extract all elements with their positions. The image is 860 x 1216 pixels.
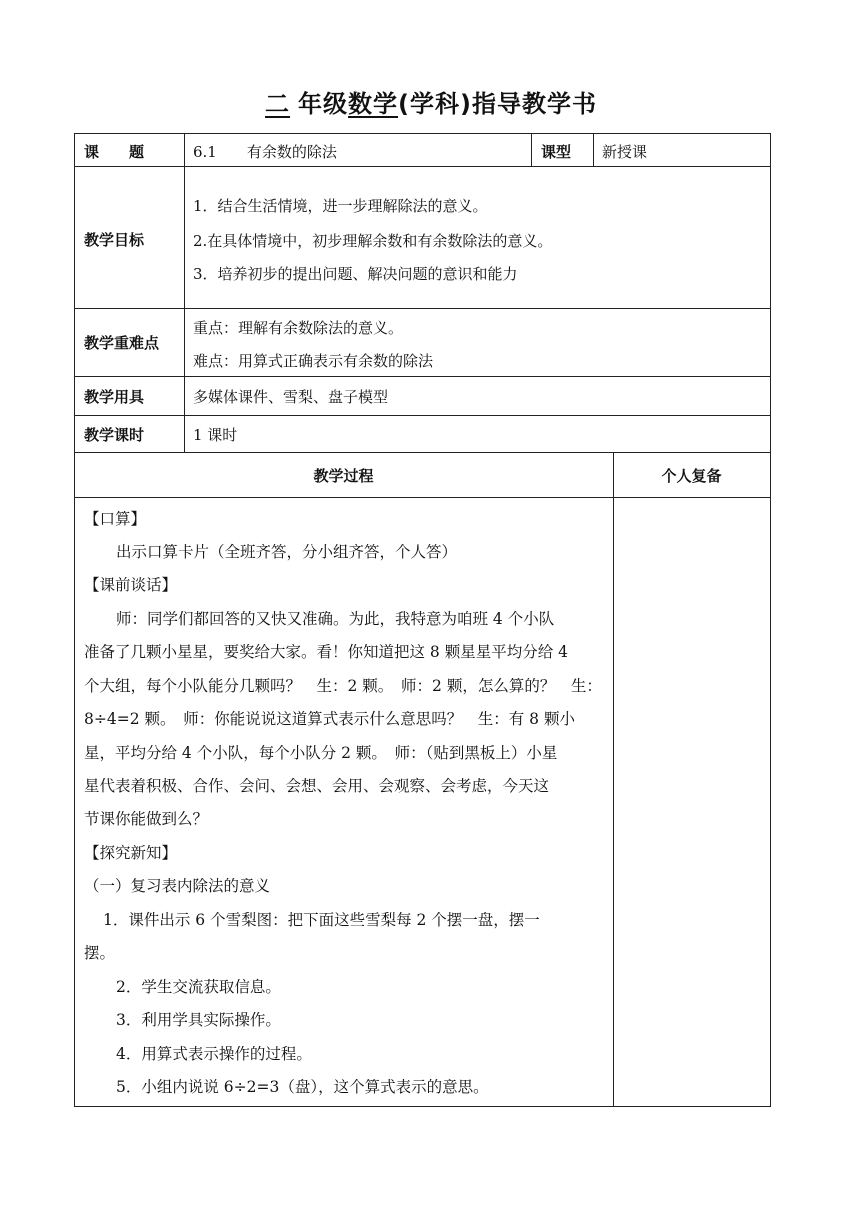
section-heading: 【课前谈话】 (84, 576, 178, 594)
table-col-divider (184, 133, 185, 453)
objective-item: 2.在具体情境中，初步理解余数和有余数除法的意义。 (193, 232, 553, 250)
document-title (0, 84, 860, 119)
grade-value: 二 (265, 90, 291, 118)
table-rule (74, 308, 771, 309)
table-col-divider (593, 133, 594, 167)
paragraph-line: 准备了几颗小星星，要奖给大家。看！你知道把这 8 颗星星平均分给 4 (84, 643, 569, 661)
objective-item: 1．结合生活情境，进一步理解除法的意义。 (193, 197, 488, 215)
paragraph-line: 出示口算卡片（全班齐答，分小组齐答，个人答） (116, 543, 458, 561)
table-border-top (74, 133, 771, 134)
topic-value: 6.1 有余数的除法 (193, 143, 337, 161)
paragraph-line: 摆。 (84, 944, 116, 962)
objectives-label: 教学目标 (84, 231, 145, 249)
paragraph-line: 4．用算式表示操作的过程。 (116, 1045, 312, 1063)
personal-notes-header: 个人复备 (661, 467, 722, 485)
topic-label: 课 题 (84, 143, 145, 161)
subsection-heading: （一）复习表内除法的意义 (84, 877, 271, 895)
lesson-type-value: 新授课 (602, 143, 648, 161)
key-point-item: 难点：用算式正确表示有余数的除法 (193, 352, 434, 370)
paragraph-line: 1．课件出示 6 个雪梨图：把下面这些雪梨每 2 个摆一盘，摆一 (103, 911, 540, 929)
paragraph-line: 2．学生交流获取信息。 (116, 978, 281, 996)
table-border-left (74, 133, 75, 1107)
hours-label: 教学课时 (84, 426, 145, 444)
table-rule (74, 415, 771, 416)
key-point-item: 重点：理解有余数除法的意义。 (193, 319, 404, 337)
table-rule (74, 376, 771, 377)
section-heading: 【探究新知】 (84, 844, 178, 862)
section-heading: 【口算】 (84, 510, 147, 528)
hours-value: 1 课时 (193, 426, 238, 444)
key-points-label: 教学重难点 (84, 334, 160, 352)
lesson-type-label: 课型 (541, 143, 572, 161)
table-rule (74, 166, 771, 167)
paragraph-line: 节课你能做到么？ (84, 810, 209, 828)
title-subject: 数学 (348, 90, 399, 118)
table-col-divider (531, 133, 532, 167)
paragraph-line: 8÷4=2 颗。 师：你能说说这道算式表示什么意思吗？ 生：有 8 颗小 (84, 710, 575, 728)
paragraph-line: 5．小组内说说 6÷2=3（盘），这个算式表示的意思。 (116, 1078, 489, 1096)
table-rule (74, 452, 771, 453)
paragraph-line: 个大组，每个小队能分几颗吗？ 生：2 颗。 师：2 颗，怎么算的？ 生： (84, 677, 602, 695)
paragraph-line: 3．利用学具实际操作。 (116, 1011, 281, 1029)
table-border-bottom (74, 1106, 771, 1107)
paragraph-line: 星，平均分给 4 个小队，每个小队分 2 颗。 师：（贴到黑板上）小星 (84, 744, 558, 762)
title-grade-suffix: 年级 (298, 90, 349, 118)
paragraph-line: 星代表着积极、合作、会问、会想、会用、会观察、会考虑，今天这 (84, 777, 550, 795)
table-border-right (770, 133, 771, 1107)
tools-label: 教学用具 (84, 388, 145, 406)
table-col-divider (613, 452, 614, 1107)
objective-item: 3．培养初步的提出问题、解决问题的意识和能力 (193, 265, 518, 283)
process-header: 教学过程 (313, 467, 374, 485)
table-rule (74, 497, 771, 498)
paragraph-line: 师：同学们都回答的又快又准确。为此，我特意为咱班 4 个小队 (116, 610, 555, 628)
tools-value: 多媒体课件、雪梨、盘子模型 (193, 388, 389, 406)
title-tail: (学科)指导教学书 (398, 90, 597, 118)
